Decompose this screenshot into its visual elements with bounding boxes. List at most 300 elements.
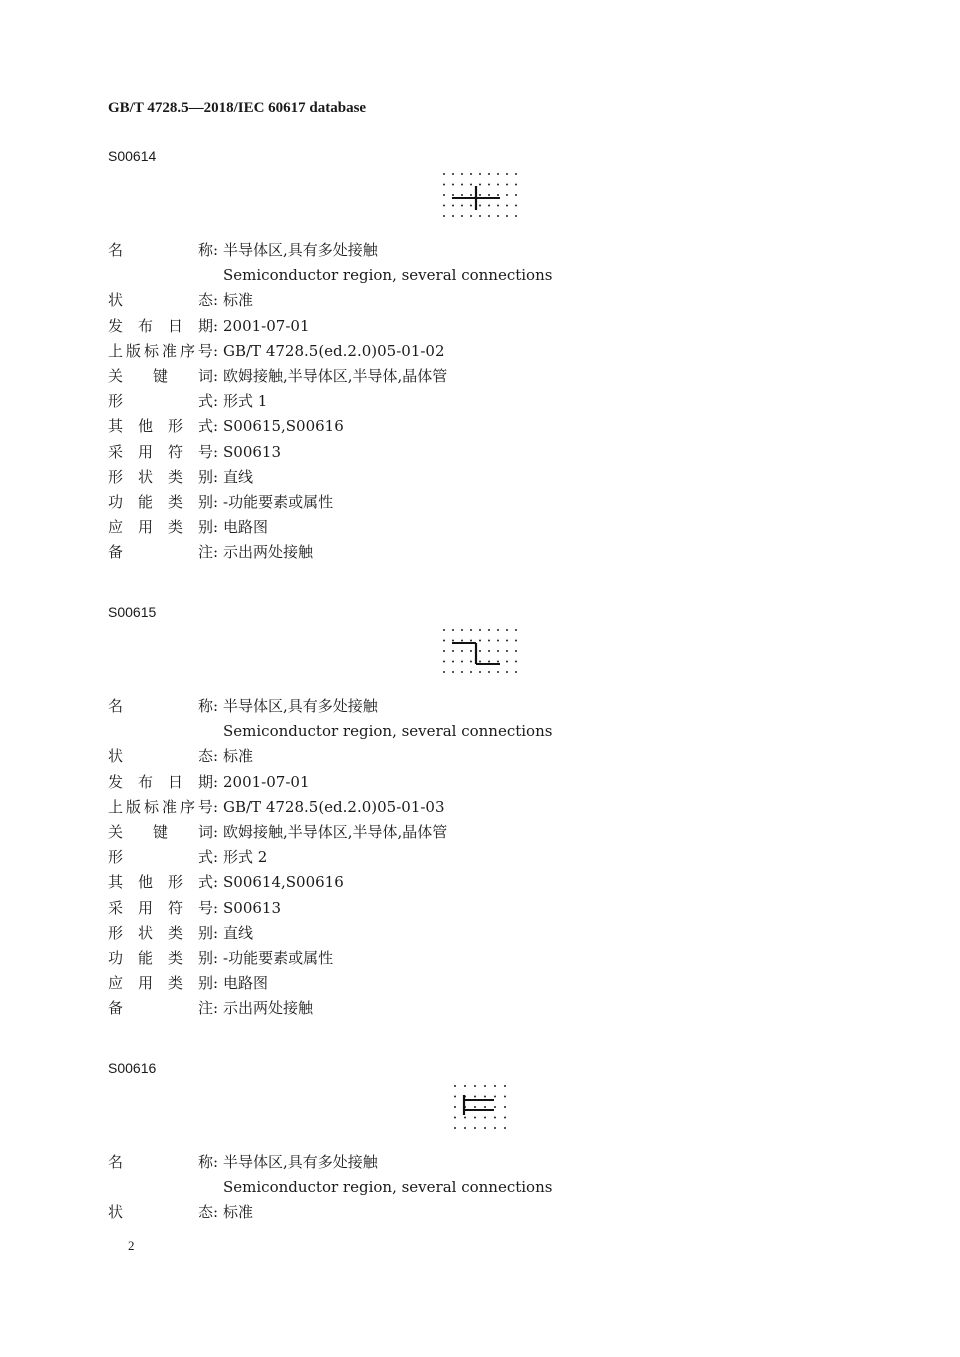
- field-label-char: 功: [108, 948, 124, 967]
- grid-dot: [443, 661, 445, 663]
- field-label-char: 发: [108, 772, 124, 791]
- field-value: 标准: [223, 1203, 254, 1222]
- field-label-char: 其: [108, 417, 124, 436]
- grid-dot: [515, 215, 517, 217]
- grid-dot: [474, 1117, 476, 1119]
- page-number: 2: [128, 1238, 135, 1253]
- field-label-char: 形: [108, 467, 124, 486]
- grid-dot: [479, 650, 481, 652]
- field-label: [108, 515, 213, 540]
- field-label-char: 准: [161, 797, 177, 816]
- field-label-char: 称: [197, 241, 213, 259]
- field-label-char: 标: [143, 341, 159, 360]
- grid-dot: [515, 650, 517, 652]
- field-colon: [213, 263, 223, 288]
- field-label-char: 关: [108, 366, 124, 385]
- field-label-char: 序: [179, 797, 195, 816]
- grid-dot: [452, 184, 454, 186]
- field-value: 2001-07-01: [223, 316, 310, 335]
- grid-dot: [443, 640, 445, 642]
- field-colon: :: [213, 518, 219, 537]
- field-label-char: 应: [108, 974, 124, 993]
- field-label: [108, 744, 213, 769]
- field-row: [108, 921, 868, 946]
- field-colon: :: [213, 467, 219, 486]
- field-colon: :: [213, 999, 219, 1018]
- field-label: [108, 440, 213, 465]
- grid-dot: [497, 173, 499, 175]
- field-colon: :: [213, 392, 219, 411]
- grid-dot: [474, 1127, 476, 1129]
- field-label: [108, 971, 213, 996]
- grid-dot: [479, 640, 481, 642]
- field-row: [108, 946, 868, 971]
- grid-dot: [504, 1127, 506, 1129]
- grid-dot: [506, 671, 508, 673]
- field-label-char: 状: [137, 467, 153, 486]
- field-label-char: 号: [197, 898, 213, 917]
- field-label-char: 日: [167, 316, 183, 335]
- field-colon: :: [213, 366, 219, 385]
- field-label-char: 状: [108, 1203, 124, 1222]
- field-label: [108, 314, 213, 339]
- field-row: [108, 744, 868, 769]
- field-label-char: 词: [197, 366, 213, 385]
- field-label-char: 符: [167, 442, 183, 461]
- grid-dot: [497, 215, 499, 217]
- grid-dot: [515, 671, 517, 673]
- field-colon: :: [213, 797, 219, 816]
- grid-dot: [506, 661, 508, 663]
- field-label-char: 其: [108, 873, 124, 892]
- grid-dot: [506, 640, 508, 642]
- field-label: [108, 1175, 213, 1200]
- field-label-char: 能: [137, 948, 153, 967]
- field-row: [108, 820, 868, 845]
- field-label-char: 状: [137, 923, 153, 942]
- grid-dot: [494, 1117, 496, 1119]
- grid-dot: [470, 671, 472, 673]
- grid-dot: [488, 650, 490, 652]
- field-label: [108, 414, 213, 439]
- grid-dot: [461, 184, 463, 186]
- field-row: [108, 896, 868, 921]
- grid-dot: [494, 1106, 496, 1108]
- field-label-char: 名: [108, 697, 124, 715]
- field-label-char: 符: [167, 898, 183, 917]
- field-colon: :: [213, 241, 219, 259]
- grid-dot: [454, 1106, 456, 1108]
- field-value: Semiconductor region, several connections: [223, 722, 553, 741]
- grid-dot: [452, 661, 454, 663]
- field-label-char: 态: [197, 747, 213, 766]
- field-label-char: 状: [108, 747, 124, 766]
- field-label: [108, 870, 213, 895]
- field-value: Semiconductor region, several connections: [223, 266, 553, 285]
- grid-dot: [484, 1096, 486, 1098]
- grid-dot: [494, 1127, 496, 1129]
- grid-dot: [497, 194, 499, 196]
- grid-dot: [484, 1117, 486, 1119]
- field-label-char: 类: [167, 974, 183, 993]
- field-row: [108, 770, 868, 795]
- grid-dot: [461, 205, 463, 207]
- field-colon: :: [213, 341, 219, 360]
- grid-dot: [504, 1117, 506, 1119]
- field-colon: :: [213, 1203, 219, 1222]
- semiconductor-region-form-1-icon: [440, 170, 520, 222]
- field-label-char: 式: [197, 417, 213, 436]
- grid-dot: [479, 184, 481, 186]
- field-colon: [213, 719, 223, 744]
- grid-dot: [470, 215, 472, 217]
- field-value: 标准: [223, 291, 254, 310]
- field-label-char: 式: [197, 848, 213, 867]
- field-label: [108, 795, 213, 820]
- field-value: 直线: [223, 467, 254, 486]
- field-label-char: 号: [197, 797, 213, 816]
- field-label-char: 发: [108, 316, 124, 335]
- field-value: 示出两处接触: [223, 543, 314, 562]
- field-label-char: 采: [108, 442, 124, 461]
- field-value: 电路图: [223, 518, 269, 537]
- symbol-id: S00615: [108, 604, 157, 620]
- grid-dot: [452, 205, 454, 207]
- grid-dot: [484, 1085, 486, 1087]
- field-label-char: 准: [161, 341, 177, 360]
- field-label-char: 版: [125, 341, 141, 360]
- grid-dot: [506, 194, 508, 196]
- field-value: S00613: [223, 442, 281, 461]
- field-colon: :: [213, 948, 219, 967]
- field-colon: :: [213, 747, 219, 766]
- field-label: [108, 288, 213, 313]
- field-label: [108, 263, 213, 288]
- grid-dot: [488, 173, 490, 175]
- field-colon: [213, 1175, 223, 1200]
- grid-dot: [479, 215, 481, 217]
- field-colon: :: [213, 492, 219, 511]
- field-value: 2001-07-01: [223, 772, 310, 791]
- field-label-char: 期: [197, 772, 213, 791]
- field-label-char: 类: [167, 492, 183, 511]
- field-label: [108, 996, 213, 1021]
- field-value: S00613: [223, 898, 281, 917]
- field-label-char: 注: [197, 999, 213, 1018]
- field-row: [108, 389, 868, 414]
- field-row: [108, 1200, 868, 1225]
- field-row: [108, 870, 868, 895]
- field-colon: :: [213, 1153, 219, 1171]
- field-colon: :: [213, 822, 219, 841]
- field-label-char: 上: [108, 341, 124, 360]
- grid-dot: [497, 205, 499, 207]
- field-row: [108, 465, 868, 490]
- grid-dot: [454, 1085, 456, 1087]
- field-value: 形式 1: [223, 392, 268, 411]
- grid-dot: [504, 1106, 506, 1108]
- field-label-char: 别: [197, 492, 213, 511]
- grid-dot: [452, 173, 454, 175]
- grid-dot: [461, 671, 463, 673]
- grid-dot: [506, 173, 508, 175]
- symbol-figure: [108, 1078, 868, 1150]
- field-row: [108, 1175, 868, 1200]
- grid-dot: [504, 1096, 506, 1098]
- field-label-char: 类: [167, 467, 183, 486]
- field-row: [108, 414, 868, 439]
- field-label: [108, 921, 213, 946]
- field-label-char: 式: [197, 873, 213, 892]
- grid-dot: [515, 661, 517, 663]
- field-label-char: 序: [179, 341, 195, 360]
- field-label-char: 关: [108, 822, 124, 841]
- grid-dot: [488, 205, 490, 207]
- field-label-char: 称: [197, 697, 213, 715]
- field-label-char: 式: [197, 392, 213, 411]
- field-label-char: 形: [167, 417, 183, 436]
- field-row: [108, 238, 868, 263]
- symbol-figure: [108, 166, 868, 238]
- symbol-entry: [108, 1058, 868, 1226]
- grid-dot: [488, 671, 490, 673]
- grid-dot: [452, 650, 454, 652]
- grid-dot: [515, 173, 517, 175]
- field-label-char: 称: [197, 1153, 213, 1171]
- field-label: [108, 339, 213, 364]
- field-label: [108, 845, 213, 870]
- field-value: GB/T 4728.5(ed.2.0)05-01-02: [223, 341, 445, 360]
- grid-dot: [497, 629, 499, 631]
- field-row: [108, 996, 868, 1021]
- grid-dot: [452, 671, 454, 673]
- field-value: Semiconductor region, several connections: [223, 1178, 553, 1197]
- field-label-char: 用: [137, 974, 153, 993]
- field-label: [108, 364, 213, 389]
- field-colon: :: [213, 772, 219, 791]
- field-label-char: 布: [137, 316, 153, 335]
- grid-dot: [461, 650, 463, 652]
- field-row: [108, 694, 868, 719]
- grid-dot: [443, 194, 445, 196]
- field-colon: :: [213, 898, 219, 917]
- field-label-char: 日: [167, 772, 183, 791]
- field-colon: :: [213, 316, 219, 335]
- grid-dot: [488, 629, 490, 631]
- grid-dot: [497, 671, 499, 673]
- grid-dot: [479, 661, 481, 663]
- grid-dot: [506, 650, 508, 652]
- grid-dot: [461, 661, 463, 663]
- symbol-entry: [108, 602, 868, 1021]
- field-label-char: 形: [108, 392, 124, 411]
- field-label-char: 形: [167, 873, 183, 892]
- grid-dot: [479, 629, 481, 631]
- grid-dot: [474, 1106, 476, 1108]
- grid-dot: [506, 215, 508, 217]
- field-row: [108, 440, 868, 465]
- field-label-char: 期: [197, 316, 213, 335]
- grid-dot: [454, 1127, 456, 1129]
- grid-dot: [452, 640, 454, 642]
- field-label-char: 键: [152, 366, 168, 385]
- field-label: [108, 490, 213, 515]
- field-value: 电路图: [223, 974, 269, 993]
- field-label-char: 类: [167, 948, 183, 967]
- field-value: 直线: [223, 923, 254, 942]
- document-header: GB/T 4728.5—2018/IEC 60617 database: [108, 100, 367, 116]
- field-label-char: 备: [108, 543, 124, 562]
- symbol-id: S00616: [108, 1060, 157, 1076]
- grid-dot: [497, 184, 499, 186]
- field-label-char: 别: [197, 467, 213, 486]
- grid-dot: [479, 194, 481, 196]
- field-label-char: 用: [137, 442, 153, 461]
- field-label-char: 能: [137, 492, 153, 511]
- grid-dot: [479, 671, 481, 673]
- grid-dot: [488, 215, 490, 217]
- grid-dot: [443, 671, 445, 673]
- field-value: S00614,S00616: [223, 873, 344, 892]
- field-label-char: 类: [167, 518, 183, 537]
- field-value: 标准: [223, 747, 254, 766]
- field-label: [108, 389, 213, 414]
- field-row: [108, 719, 868, 744]
- field-label: [108, 896, 213, 921]
- field-label-char: 备: [108, 999, 124, 1018]
- field-label-char: 别: [197, 948, 213, 967]
- field-row: [108, 1150, 868, 1175]
- grid-dot: [506, 205, 508, 207]
- grid-dot: [443, 173, 445, 175]
- grid-dot: [484, 1106, 486, 1108]
- field-label-char: 版: [125, 797, 141, 816]
- field-row: [108, 515, 868, 540]
- grid-dot: [488, 194, 490, 196]
- grid-dot: [461, 173, 463, 175]
- grid-dot: [497, 650, 499, 652]
- grid-dot: [497, 661, 499, 663]
- grid-dot: [461, 640, 463, 642]
- grid-dot: [470, 205, 472, 207]
- field-row: [108, 490, 868, 515]
- grid-dot: [494, 1085, 496, 1087]
- field-label-char: 应: [108, 518, 124, 537]
- grid-dot: [461, 629, 463, 631]
- grid-dot: [454, 1117, 456, 1119]
- field-label: [108, 694, 213, 719]
- grid-dot: [464, 1127, 466, 1129]
- field-colon: :: [213, 923, 219, 942]
- grid-dot: [474, 1085, 476, 1087]
- field-label-char: 状: [108, 291, 124, 310]
- grid-dot: [452, 629, 454, 631]
- field-label-char: 名: [108, 241, 124, 259]
- field-label: [108, 1200, 213, 1225]
- grid-dot: [497, 640, 499, 642]
- field-label: [108, 719, 213, 744]
- field-colon: :: [213, 697, 219, 715]
- grid-dot: [461, 215, 463, 217]
- field-label-char: 他: [137, 417, 153, 436]
- grid-dot: [470, 650, 472, 652]
- field-value: -功能要素或属性: [223, 492, 334, 511]
- field-label-char: 他: [137, 873, 153, 892]
- grid-dot: [470, 194, 472, 196]
- grid-dot: [515, 640, 517, 642]
- field-colon: :: [213, 848, 219, 867]
- grid-dot: [470, 640, 472, 642]
- field-label: [108, 465, 213, 490]
- field-row: [108, 845, 868, 870]
- grid-dot: [464, 1085, 466, 1087]
- field-label-char: 形: [108, 848, 124, 867]
- grid-dot: [479, 173, 481, 175]
- grid-dot: [488, 640, 490, 642]
- grid-dot: [443, 629, 445, 631]
- grid-dot: [479, 205, 481, 207]
- field-label-char: 采: [108, 898, 124, 917]
- grid-dot: [488, 184, 490, 186]
- grid-dot: [470, 184, 472, 186]
- field-value: 欧姆接触,半导体区,半导体,晶体管: [223, 366, 448, 385]
- field-label-char: 号: [197, 442, 213, 461]
- field-label-char: 形: [108, 923, 124, 942]
- grid-dot: [443, 215, 445, 217]
- field-row: [108, 339, 868, 364]
- grid-dot: [470, 629, 472, 631]
- field-colon: :: [213, 873, 219, 892]
- field-label-char: 上: [108, 797, 124, 816]
- field-value: -功能要素或属性: [223, 948, 334, 967]
- field-label-char: 注: [197, 543, 213, 562]
- semiconductor-region-form-3-icon: [450, 1082, 520, 1134]
- grid-dot: [464, 1117, 466, 1119]
- field-label: [108, 946, 213, 971]
- grid-dot: [443, 184, 445, 186]
- grid-dot: [474, 1096, 476, 1098]
- field-label: [108, 820, 213, 845]
- field-label: [108, 1150, 213, 1175]
- field-label-char: 功: [108, 492, 124, 511]
- field-value: 欧姆接触,半导体区,半导体,晶体管: [223, 822, 448, 841]
- field-label: [108, 770, 213, 795]
- grid-dot: [515, 629, 517, 631]
- field-colon: :: [213, 442, 219, 461]
- field-label-char: 键: [152, 822, 168, 841]
- field-value: 半导体区,具有多处接触: [223, 1153, 378, 1171]
- field-label-char: 用: [137, 518, 153, 537]
- grid-dot: [461, 194, 463, 196]
- grid-dot: [488, 661, 490, 663]
- field-value: GB/T 4728.5(ed.2.0)05-01-03: [223, 797, 445, 816]
- grid-dot: [484, 1127, 486, 1129]
- field-label-char: 别: [197, 923, 213, 942]
- field-colon: :: [213, 291, 219, 310]
- field-label-char: 布: [137, 772, 153, 791]
- grid-dot: [452, 215, 454, 217]
- field-value: 半导体区,具有多处接触: [223, 241, 378, 259]
- field-label-char: 号: [197, 341, 213, 360]
- grid-dot: [470, 173, 472, 175]
- grid-dot: [506, 629, 508, 631]
- field-label-char: 态: [197, 1203, 213, 1222]
- field-colon: :: [213, 417, 219, 436]
- field-label-char: 别: [197, 518, 213, 537]
- symbol-figure: [108, 622, 868, 694]
- field-label: [108, 238, 213, 263]
- field-row: [108, 540, 868, 565]
